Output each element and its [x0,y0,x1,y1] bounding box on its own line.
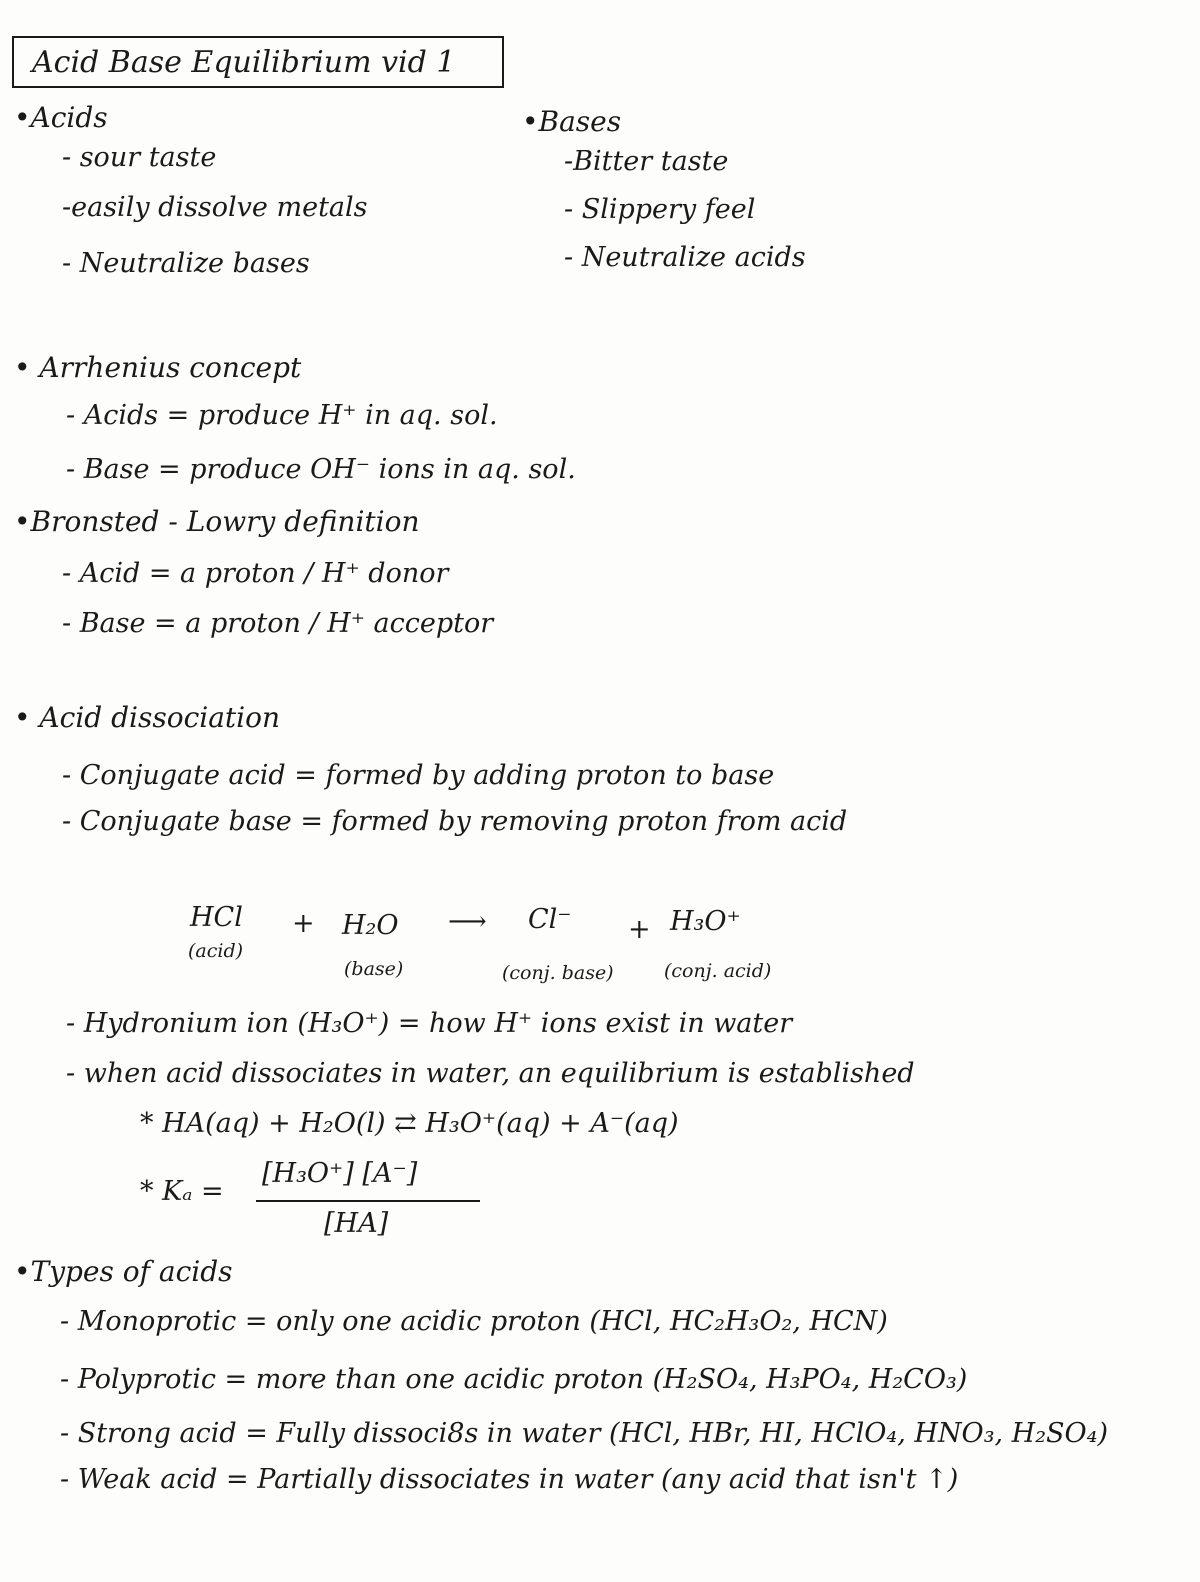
equilibrium-note: - when acid dissociates in water, an equilibrium is established [66,1058,915,1089]
bronsted-heading: •Bronsted - Lowry definition [14,505,420,538]
reaction-plus: + [292,908,315,939]
acids-item: -easily dissolve metals [62,192,368,223]
bronsted-item: - Base = a proton / H⁺ acceptor [62,608,494,639]
bases-heading: •Bases [522,105,622,138]
reaction-plus: + [628,914,651,945]
arrhenius-item: - Base = produce OH⁻ ions in aq. sol. [66,454,576,485]
ka-label: * Kₐ = [140,1176,224,1207]
acids-item: - Neutralize bases [62,248,310,279]
types-item: - Monoprotic = only one acidic proton (HCl, HC₂H₃O₂, HCN) [60,1306,888,1337]
types-item: - Polyprotic = more than one acidic proton (H₂SO₄, H₃PO₄, H₂CO₃) [60,1364,968,1395]
reaction-hcl: HCl [190,902,243,933]
acids-item: - sour taste [62,142,217,173]
types-item: - Weak acid = Partially dissociates in water (any acid that isn't ↑) [60,1464,959,1495]
dissociation-item: - Conjugate acid = formed by adding proton to base [62,760,775,791]
ka-denominator: [HA] [324,1208,389,1239]
fraction-bar [256,1200,480,1202]
bases-item: -Bitter taste [564,146,729,177]
reaction-cl: Cl⁻ [528,904,572,935]
types-heading: •Types of acids [14,1255,233,1288]
label-conj-acid: (conj. acid) [664,960,772,982]
arrhenius-item: - Acids = produce H⁺ in aq. sol. [66,400,498,431]
reaction-h3o: H₃O⁺ [670,906,741,937]
reaction-h2o: H₂O [342,910,399,941]
page-title: Acid Base Equilibrium vid 1 [32,45,456,80]
arrhenius-heading: • Arrhenius concept [14,351,302,384]
ka-numerator: [H₃O⁺] [A⁻] [262,1158,418,1189]
bases-item: - Neutralize acids [564,242,806,273]
equilibrium-equation: * HA(aq) + H₂O(l) ⇄ H₃O⁺(aq) + A⁻(aq) [140,1108,679,1139]
dissociation-heading: • Acid dissociation [14,701,280,734]
hydronium-note: - Hydronium ion (H₃O⁺) = how H⁺ ions exist in water [66,1008,793,1039]
types-item: - Strong acid = Fully dissoci8s in water (HCl, HBr, HI, HClO₄, HNO₃, H₂SO₄) [60,1418,1109,1449]
acids-heading: •Acids [14,101,108,134]
label-conj-base: (conj. base) [502,962,614,984]
title-box [12,36,504,88]
label-base: (base) [344,958,404,980]
reaction-arrow: ⟶ [448,906,487,937]
bronsted-item: - Acid = a proton / H⁺ donor [62,558,449,589]
label-acid: (acid) [188,940,244,962]
bases-item: - Slippery feel [564,194,756,225]
dissociation-item: - Conjugate base = formed by removing proton from acid [62,806,848,837]
